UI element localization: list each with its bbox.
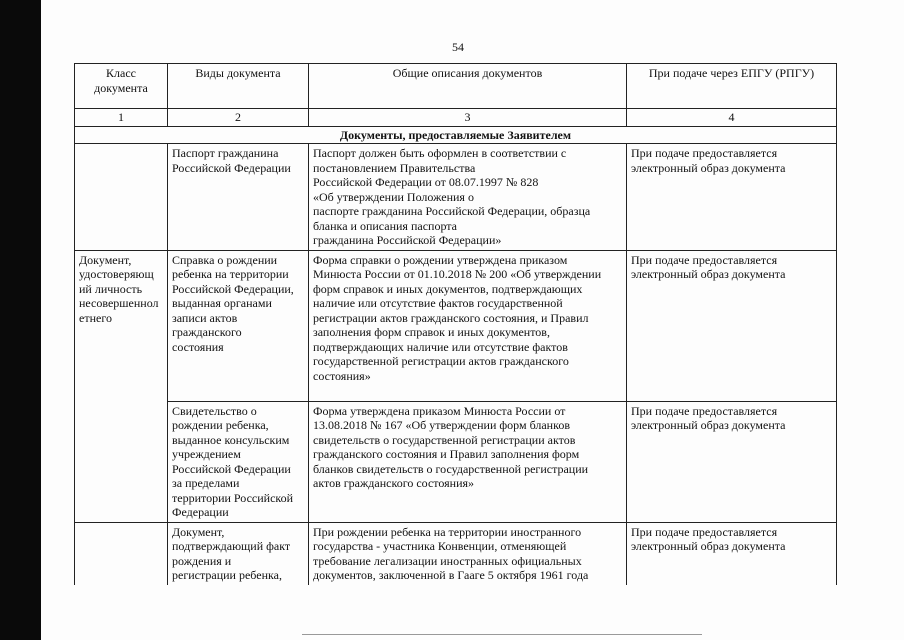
scan-edge-shadow — [0, 0, 41, 640]
description-cell: При рождении ребенка на территории иностранного государства - участника Конвенции, отменяющей требование легализации иностранных официальных документов, заключенной в Гааге 5 октября 1961 года — [309, 522, 627, 585]
section-title: Документы, предоставляемые Заявителем — [75, 126, 837, 144]
kind-cell: Документ, подтверждающий факт рождения и регистрации ребенка, — [168, 522, 309, 585]
header-description: Общие описания документов — [309, 64, 627, 109]
column-number: 2 — [168, 109, 309, 127]
table-row — [75, 401, 837, 522]
page-number: 54 — [452, 40, 464, 54]
table-row — [75, 522, 837, 585]
section-row — [75, 126, 837, 144]
header-class: Класс документа — [75, 64, 168, 109]
kind-cell: Паспорт гражданина Российской Федерации — [168, 144, 309, 251]
documents-table — [74, 63, 837, 585]
kind-cell: Свидетельство о рождении ребенка, выданное консульским учреждением Российской Федерации за пределами территории Российской Федерации — [168, 401, 309, 522]
kind-cell: Справка о рождении ребенка на территории Российской Федерации, выданная органами записи актов гражданского состояния — [168, 250, 309, 401]
table-row — [75, 144, 837, 251]
header-epgu: При подаче через ЕПГУ (РПГУ) — [627, 64, 837, 109]
page-bottom-edge — [302, 634, 702, 635]
epgu-cell: При подаче предоставляется электронный образ документа — [627, 250, 837, 401]
column-number: 4 — [627, 109, 837, 127]
class-cell — [75, 144, 168, 251]
class-cell — [75, 522, 168, 585]
column-number: 1 — [75, 109, 168, 127]
epgu-cell: При подаче предоставляется электронный образ документа — [627, 144, 837, 251]
column-number-row — [75, 109, 837, 127]
description-cell: Паспорт должен быть оформлен в соответствии с постановлением Правительства Российской Федерации от 08.07.1997 № 828 «Об утверждении Положения о паспорте гражданина Российской Федерации, образца бланка и описания паспорта гражданина Российской Федерации» — [309, 144, 627, 251]
header-row — [75, 64, 837, 109]
epgu-cell: При подаче предоставляется электронный образ документа — [627, 401, 837, 522]
table-row — [75, 250, 837, 401]
column-number: 3 — [309, 109, 627, 127]
description-cell: Форма утверждена приказом Минюста России от 13.08.2018 № 167 «Об утверждении форм бланков свидетельств о государственной регистрации актов гражданского состояния и Правил заполнения форм бланков свидетельств о государственной регистрации актов гражданского состояния» — [309, 401, 627, 522]
header-kind: Виды документа — [168, 64, 309, 109]
class-cell: Документ, удостоверяющ ий личность несовершеннол етнего — [75, 250, 168, 522]
epgu-cell: При подаче предоставляется электронный образ документа — [627, 522, 837, 585]
description-cell: Форма справки о рождении утверждена приказом Минюста России от 01.10.2018 № 200 «Об утверждении форм справок и иных документов, подтверждающих наличие или отсутствие фактов государственной регистрации актов гражданского состояния, и Правил заполнения форм справок и иных документов, подтверждающих наличие или отсутствие фактов государственной регистрации актов гражданского состояния» — [309, 250, 627, 401]
